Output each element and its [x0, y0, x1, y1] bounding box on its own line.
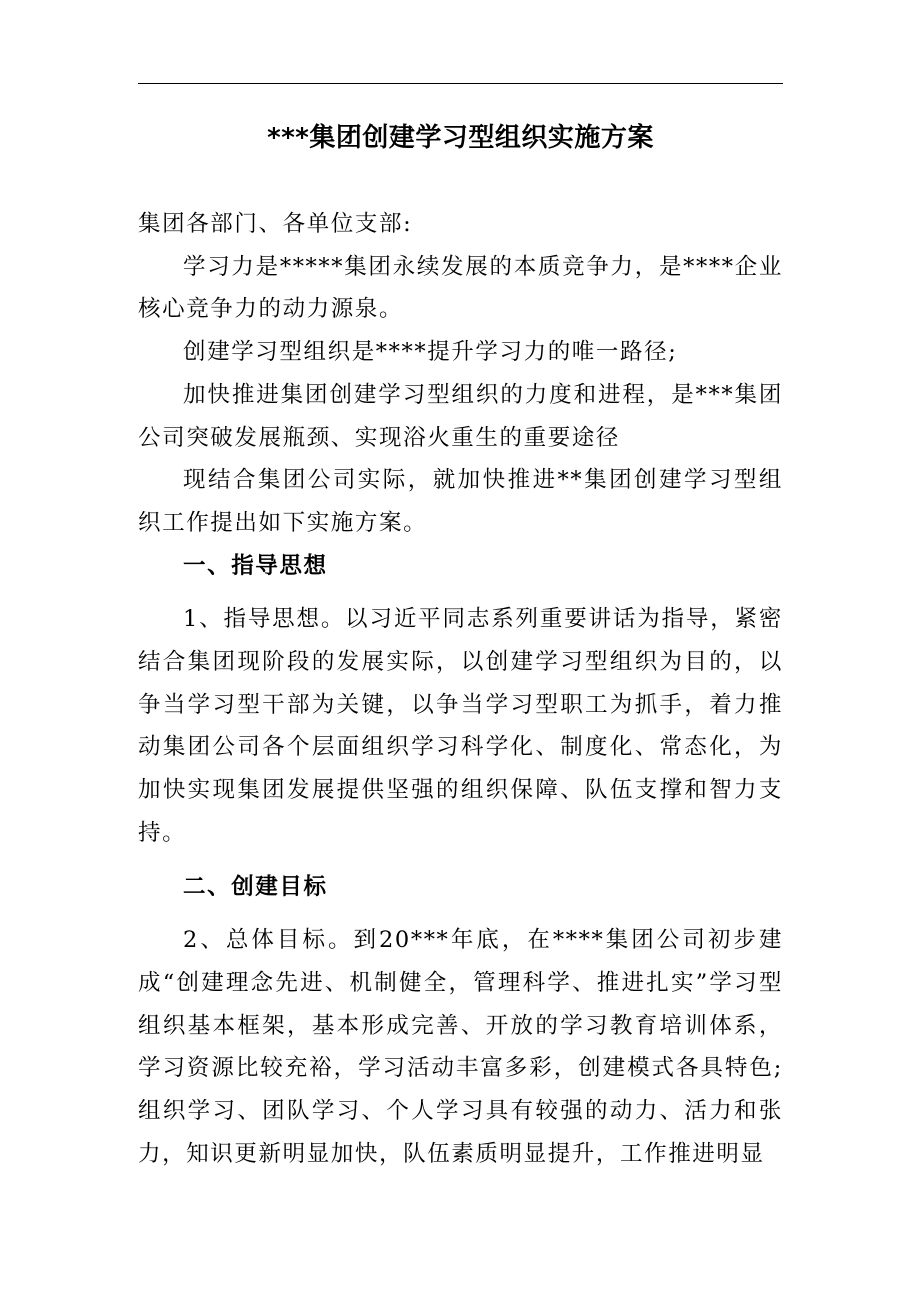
intro-paragraph-2: 创建学习型组织是****提升学习力的唯一路径;: [183, 339, 678, 366]
intro-paragraph-4: 现结合集团公司实际，就加快推进**集团创建学习型组织工作提出如下实施方案。: [138, 467, 783, 536]
section-spacer: [138, 587, 783, 598]
document-title: ***集团创建学习型组织实施方案: [267, 123, 654, 153]
salutation: 集团各部门、各单位支部:: [138, 211, 413, 237]
header-rule: [138, 83, 783, 84]
section-spacer: [138, 855, 783, 866]
intro-paragraph-3: 加快推进集团创建学习型组织的力度和进程，是***集团公司突破发展瓶颈、实现浴火重生的重要途径: [138, 381, 783, 451]
section-paragraph-goals: 2、总体目标。到20***年底，在****集团公司初步建成“创建理念先进、机制健全，管理科学、推进扎实”学习型组织基本框架，基本形成完善、开放的学习教育培训体系，学习资源比较充裕，学习活动丰富多彩，创建模式各具特色;组织学习、团队学习、个人学习具有较强的动力、活力和张力，知识更新明显加快，队伍素质明显提升，工作推进明显: [138, 927, 783, 1167]
document-body: [138, 203, 783, 1175]
section-heading-guiding-ideology: 一、指导思想: [183, 552, 328, 579]
section-paragraph-guiding-ideology: 1、指导思想。以习近平同志系列重要讲话为指导，紧密结合集团现阶段的发展实际，以创建学习型组织为目的，以争当学习型干部为关键，以争当学习型职工为抓手，着力推动集团公司各个层面组织学习科学化、制度化、常态化，为加快实现集团发展提供坚强的组织保障、队伍支撑和智力支持。: [138, 606, 783, 846]
section-spacer: [138, 908, 783, 919]
section-heading-goals: 二、创建目标: [183, 873, 328, 900]
intro-paragraph-1: 学习力是*****集团永续发展的本质竞争力，是****企业核心竞争力的动力源泉。: [138, 253, 783, 323]
